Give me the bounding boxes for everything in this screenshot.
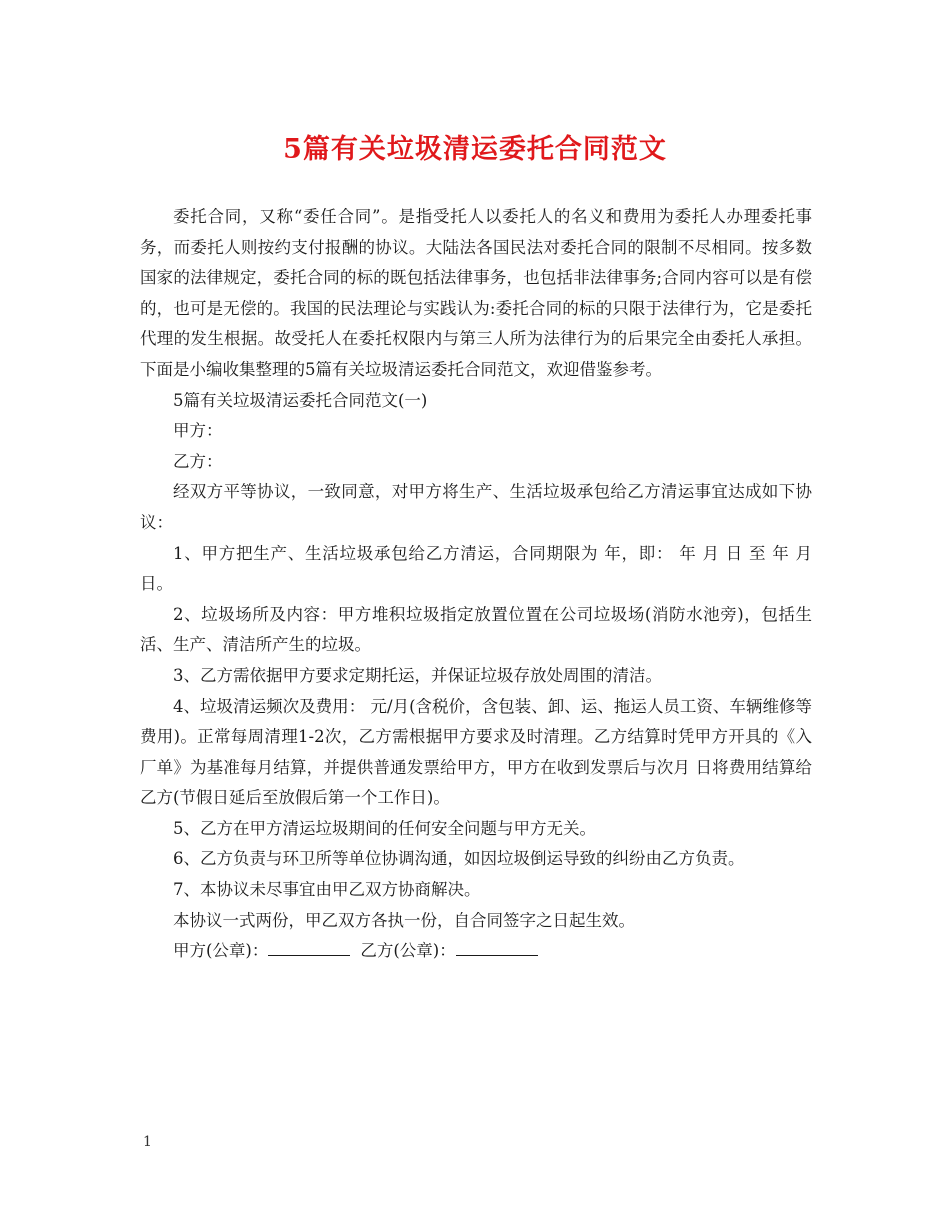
document-title: 5篇有关垃圾清运委托合同范文 <box>283 134 667 165</box>
clause-4: 4、垃圾清运频次及费用： 元/月(含税价，含包装、卸、运、拖运人员工资、车辆维修等费用)。正常每周清理1-2次，乙方需根据甲方要求及时清理。乙方结算时凭甲方开具的《入厂单》为基准每月结算，并提供普通发票给甲方，甲方在收到发票后与次月 日将费用结算给乙方(节假日延后至放假后第一个工作日)。 <box>140 696 812 808</box>
document-body <box>140 202 812 967</box>
sign-a-label: 甲方(公章)： <box>173 941 269 961</box>
clause-3: 3、乙方需依据甲方要求定期托运，并保证垃圾存放处周围的清洁。 <box>173 665 662 685</box>
clause-7: 7、本协议未尽事宜由甲乙双方协商解决。 <box>173 880 481 900</box>
closing-paragraph: 本协议一式两份，甲乙双方各执一份，自合同签字之日起生效。 <box>173 910 635 930</box>
section-heading: 5篇有关垃圾清运委托合同范文(一) <box>173 390 428 410</box>
clause-5: 5、乙方在甲方清运垃圾期间的任何安全问题与甲方无关。 <box>173 818 596 838</box>
sign-a-blank <box>268 939 350 956</box>
party-b-line: 乙方： <box>173 451 223 471</box>
preamble-paragraph: 经双方平等协议，一致同意，对甲方将生产、生活垃圾承包给乙方清运事宜达成如下协议： <box>140 482 812 532</box>
sign-b-blank <box>456 939 538 956</box>
signature-line <box>140 936 812 967</box>
intro-paragraph: 委托合同，又称“委任合同”。是指受托人以委托人的名义和费用为委托人办理委托事务，而委托人则按约支付报酬的协议。大陆法各国民法对委托合同的限制不尽相同。按多数国家的法律规定，委托合同的标的既包括法律事务，也包括非法律事务;合同内容可以是有偿的，也可是无偿的。我国的民法理论与实践认为:委托合同的标的只限于法律行为，它是委托代理的发生根据。故受托人在委托权限内与第三人所为法律行为的后果完全由委托人承担。下面是小编收集整理的5篇有关垃圾清运委托合同范文，欢迎借鉴参考。 <box>140 207 812 379</box>
page-number: 1 <box>143 1134 152 1150</box>
clause-1: 1、甲方把生产、生活垃圾承包给乙方清运，合同期限为 年，即： 年 月 日 至 年 月 日。 <box>140 543 812 594</box>
party-a-line: 甲方： <box>173 421 223 441</box>
clause-6: 6、乙方负责与环卫所等单位协调沟通，如因垃圾倒运导致的纠纷由乙方负责。 <box>173 849 745 869</box>
sign-b-label: 乙方(公章)： <box>360 941 456 961</box>
clause-2: 2、垃圾场所及内容：甲方堆积垃圾指定放置位置在公司垃圾场(消防水池旁)，包括生活、生产、清洁所产生的垃圾。 <box>140 604 812 655</box>
